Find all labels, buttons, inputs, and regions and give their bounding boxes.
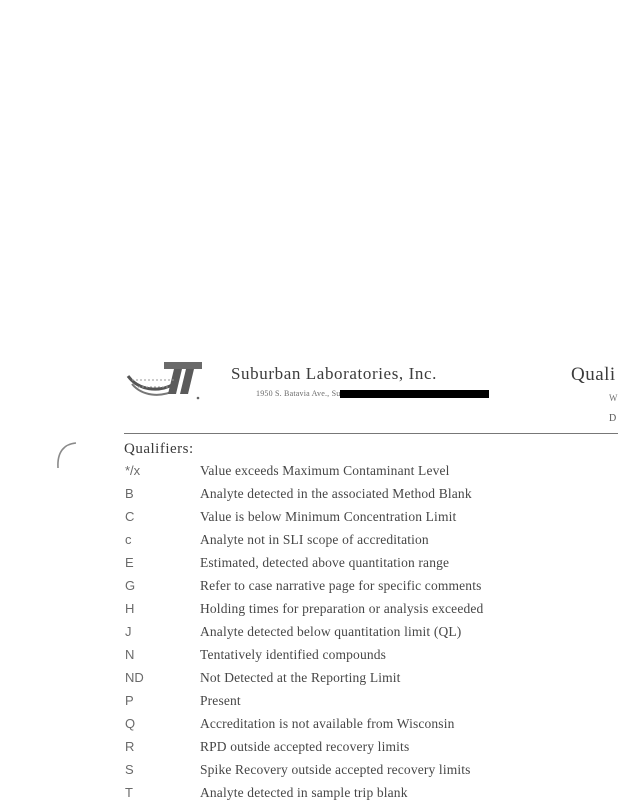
qualifier-row xyxy=(0,509,618,532)
qualifier-description: Analyte detected in sample trip blank xyxy=(200,785,408,800)
company-address: 1950 S. Batavia Ave., Su xyxy=(256,389,341,398)
qualifier-row xyxy=(0,693,618,716)
qualifier-code: T xyxy=(125,785,133,800)
qualifier-row xyxy=(0,716,618,739)
header-divider xyxy=(124,433,618,434)
qualifier-row xyxy=(0,785,618,800)
qualifier-description: Not Detected at the Reporting Limit xyxy=(200,670,401,685)
qualifier-row xyxy=(0,762,618,785)
suburban-laboratories-logo xyxy=(124,360,206,402)
qualifier-row xyxy=(0,624,618,647)
qualifier-description: Tentatively identified compounds xyxy=(200,647,387,662)
qualifier-description: Value exceeds Maximum Contaminant Level xyxy=(200,463,450,478)
qualifier-code: Q xyxy=(125,716,136,731)
qualifier-code: J xyxy=(125,624,132,639)
qualifier-description: Analyte detected in the associated Method Blank xyxy=(200,486,472,501)
qualifier-code: */x xyxy=(125,463,141,478)
qualifier-code: G xyxy=(125,578,136,593)
qualifier-code: R xyxy=(125,739,135,754)
qualifier-code: c xyxy=(125,532,132,547)
qualifier-code: ND xyxy=(125,670,144,685)
qualifier-code: E xyxy=(125,555,134,570)
qualifier-description: Analyte not in SLI scope of accreditation xyxy=(200,532,429,547)
qualifiers-list xyxy=(0,463,618,800)
qualifier-row xyxy=(0,647,618,670)
redaction-bar xyxy=(340,390,489,398)
qualifier-row xyxy=(0,463,618,486)
qualifier-row xyxy=(0,532,618,555)
report-header-line-2: D xyxy=(609,413,617,424)
qualifier-description: RPD outside accepted recovery limits xyxy=(200,739,410,754)
qualifier-row xyxy=(0,555,618,578)
qualifier-row xyxy=(0,601,618,624)
qualifiers-heading: Qualifiers: xyxy=(124,441,194,457)
report-title: Quali xyxy=(571,364,616,385)
qualifier-code: H xyxy=(125,601,135,616)
qualifier-code: N xyxy=(125,647,135,662)
qualifier-description: Analyte detected below quantitation limit (QL) xyxy=(200,624,462,639)
qualifier-row xyxy=(0,670,618,693)
qualifier-row xyxy=(0,578,618,601)
qualifier-code: C xyxy=(125,509,135,524)
report-header-line-1: W xyxy=(609,393,618,403)
qualifier-row xyxy=(0,739,618,762)
qualifier-code: P xyxy=(125,693,134,708)
qualifier-description: Present xyxy=(200,693,241,708)
company-name: Suburban Laboratories, Inc. xyxy=(231,364,437,383)
qualifier-description: Estimated, detected above quantitation range xyxy=(200,555,450,570)
qualifier-description: Holding times for preparation or analysis exceeded xyxy=(200,601,484,616)
qualifier-code: S xyxy=(125,762,134,777)
qualifier-row xyxy=(0,486,618,509)
qualifier-description: Value is below Minimum Concentration Limit xyxy=(200,509,457,524)
qualifier-code: B xyxy=(125,486,134,501)
qualifier-description: Accreditation is not available from Wisconsin xyxy=(200,716,455,731)
qualifier-description: Spike Recovery outside accepted recovery limits xyxy=(200,762,471,777)
qualifier-description: Refer to case narrative page for specific comments xyxy=(200,578,482,593)
